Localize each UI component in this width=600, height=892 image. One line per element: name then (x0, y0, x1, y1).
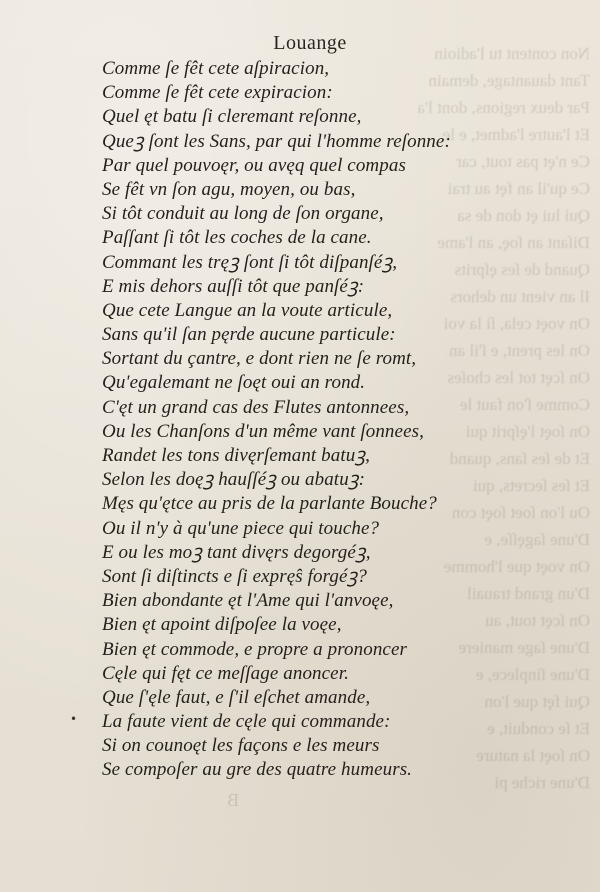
poem-line: Selon les doęꝫ hauſſéꝫ ou abatuꝫ: (102, 469, 366, 491)
poem-line: Sortant du çantre, e dont rien ne ſe romt, (102, 348, 417, 370)
poem-line: Męs qu'ętce au pris de la parlante Bouche? (102, 493, 437, 515)
poem-line: E ou les moꝫ tant divęrs degorgéꝫ, (102, 541, 371, 563)
poem-line: Ou les Chanſons d'un même vant ſonnees, (102, 420, 424, 442)
show-through-signature: B (227, 790, 240, 810)
poem-line: Que cete Langue an la voute articule, (102, 299, 393, 321)
poem-line: Commant les tręꝫ ſont ſi tôt diſpanſéꝫ, (102, 251, 398, 273)
poem-line: Se fêt vn ſon agu, moyen, ou bas, (102, 178, 356, 200)
poem-line: Si on counoęt les façons e les meurs (102, 735, 380, 757)
poem-line: Quel ęt batu ſi cleremant reſonne, (102, 106, 362, 128)
poem-line: Paſſant ſi tôt les coches de la cane. (102, 227, 372, 249)
poem-line: Par quel pouvoęr, ou avęq quel compas (102, 154, 406, 176)
poem-line: C'ęt un grand cas des Flutes antonnees, (102, 396, 410, 418)
poem-line: Queꝫ ſont les Sans, par qui l'homme reſonne: (102, 130, 451, 152)
poem-line: Ou il n'y à qu'une piece qui touche? (102, 517, 380, 539)
poem-line: La faute vient de cęle qui commande: (102, 711, 391, 733)
show-through-text: Non content tu l'adioin Tant dauantage, demain Par deux regions, dont l'a Et l'autre l'admet, e le Ce n'ęt pas tout, car Ce qu'il an fęt au trai Qui lui ęt don de sa Diſant an ſoę, an l'ame Quand de ſes ęſprits Il an vient un dehors On voęt cela, ſi la voi On les prent, e ſ'il an On ſcęt tot les choſes Comme ſ'on faut le On ſoęt l'ęſprit qui Et de ſes ſans, quand Et ſes ſecrets, qui Ou l'on ſoet ſoęt con D'une ſagęſſe, e On voęt que l'homme D'un grand trauail On ſcęt tout, au D'une ſage maniere D'une ſinplece, e Qui fęt que l'on Et ſe conduit, e On ſoęt la nature D'une riche pi (417, 44, 590, 792)
poem-line: Se compoſer au gre des quatre humeurs. (102, 759, 413, 781)
poem-line: Que ſ'ęle faut, e ſ'il eſchet amande, (102, 686, 371, 708)
margin-mark: • (70, 712, 78, 726)
poem-line: Cęle qui fęt ce meſſage anoncer. (102, 662, 349, 684)
poem-line: Bien ęt apoint diſpoſee la voęe, (102, 614, 342, 636)
poem-line: Si tôt conduit au long de ſon organe, (102, 203, 384, 225)
poem-line: Randet les tons divęrſemant batuꝫ, (102, 445, 370, 466)
poem-text (102, 57, 572, 783)
poem-line: Bien abondante ęt l'Ame qui l'anvoęe, (102, 590, 394, 612)
poem-line: Sans qu'il ſan pęrde aucune particule: (102, 324, 396, 346)
poem-line: E mis dehors auſſi tôt que panſéꝫ: (102, 275, 365, 297)
poem-line: Sont ſi diſtincts e ſi exprę̂s forgéꝫ? (102, 565, 367, 587)
running-title: Louange (273, 32, 347, 54)
poem-line: Qu'egalemant ne ſoęt oui an rond. (102, 372, 366, 394)
poem-line: Comme ſe fêt cete aſpiracion, (102, 58, 330, 79)
poem-line: Comme ſe fêt cete expiracion: (102, 82, 333, 104)
poem-line: Bien ęt commode, e propre a prononcer (102, 638, 407, 660)
